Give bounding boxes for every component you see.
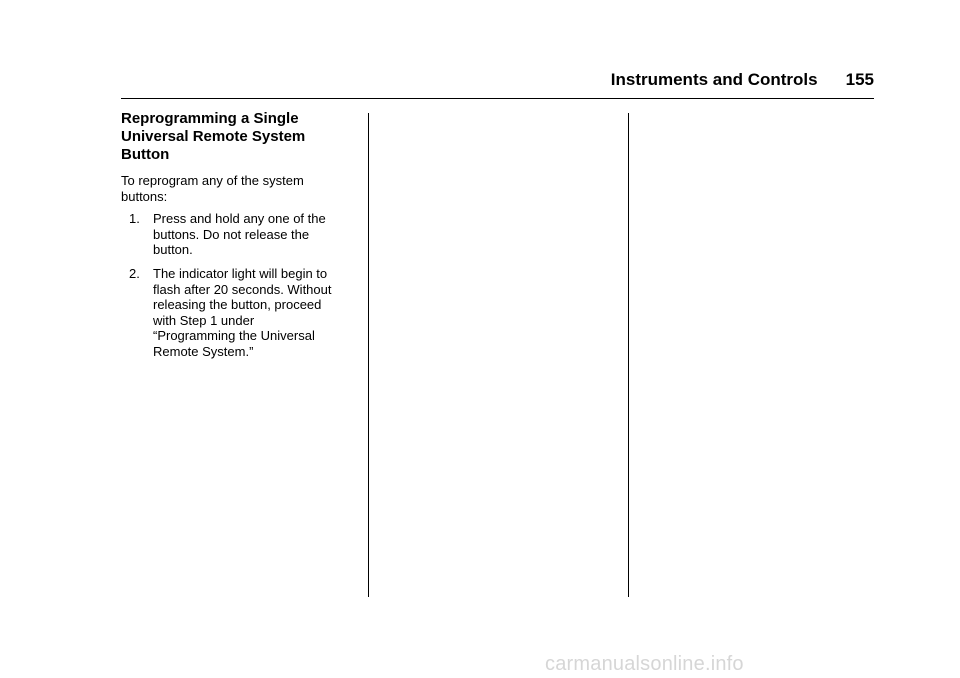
watermark: carmanualsonline.info <box>545 653 744 675</box>
step-item <box>121 211 357 258</box>
step-line: buttons. Do not release the <box>153 226 310 242</box>
running-header <box>611 70 874 90</box>
heading-line: Reprogramming a Single <box>121 110 299 127</box>
step-item <box>121 266 357 360</box>
section-title: Instruments and Controls <box>610 70 818 89</box>
step-line: button. <box>153 242 193 258</box>
step-line: “Programming the Universal <box>153 328 315 344</box>
step-line: Press and hold any one of the <box>153 211 326 227</box>
step-line: flash after 20 seconds. Without <box>153 281 332 297</box>
text-column-one <box>121 110 357 368</box>
column-divider-left <box>368 113 369 597</box>
intro-paragraph <box>121 173 357 204</box>
heading-line: Universal Remote System <box>121 128 306 145</box>
step-number: 1. <box>129 211 140 227</box>
column-divider-right <box>628 113 629 597</box>
step-line: with Step 1 under <box>153 312 255 328</box>
intro-line: buttons: <box>121 188 168 204</box>
steps-list <box>121 211 357 359</box>
step-line: releasing the button, proceed <box>153 297 322 313</box>
step-line: Remote System.” <box>153 343 254 359</box>
page-number: 155 <box>845 70 874 89</box>
header-rule <box>121 98 874 99</box>
step-number: 2. <box>129 265 140 281</box>
intro-line: To reprogram any of the system <box>121 173 304 188</box>
section-heading <box>121 110 357 164</box>
heading-line: Button <box>121 146 170 163</box>
step-line: The indicator light will begin to <box>153 265 328 281</box>
